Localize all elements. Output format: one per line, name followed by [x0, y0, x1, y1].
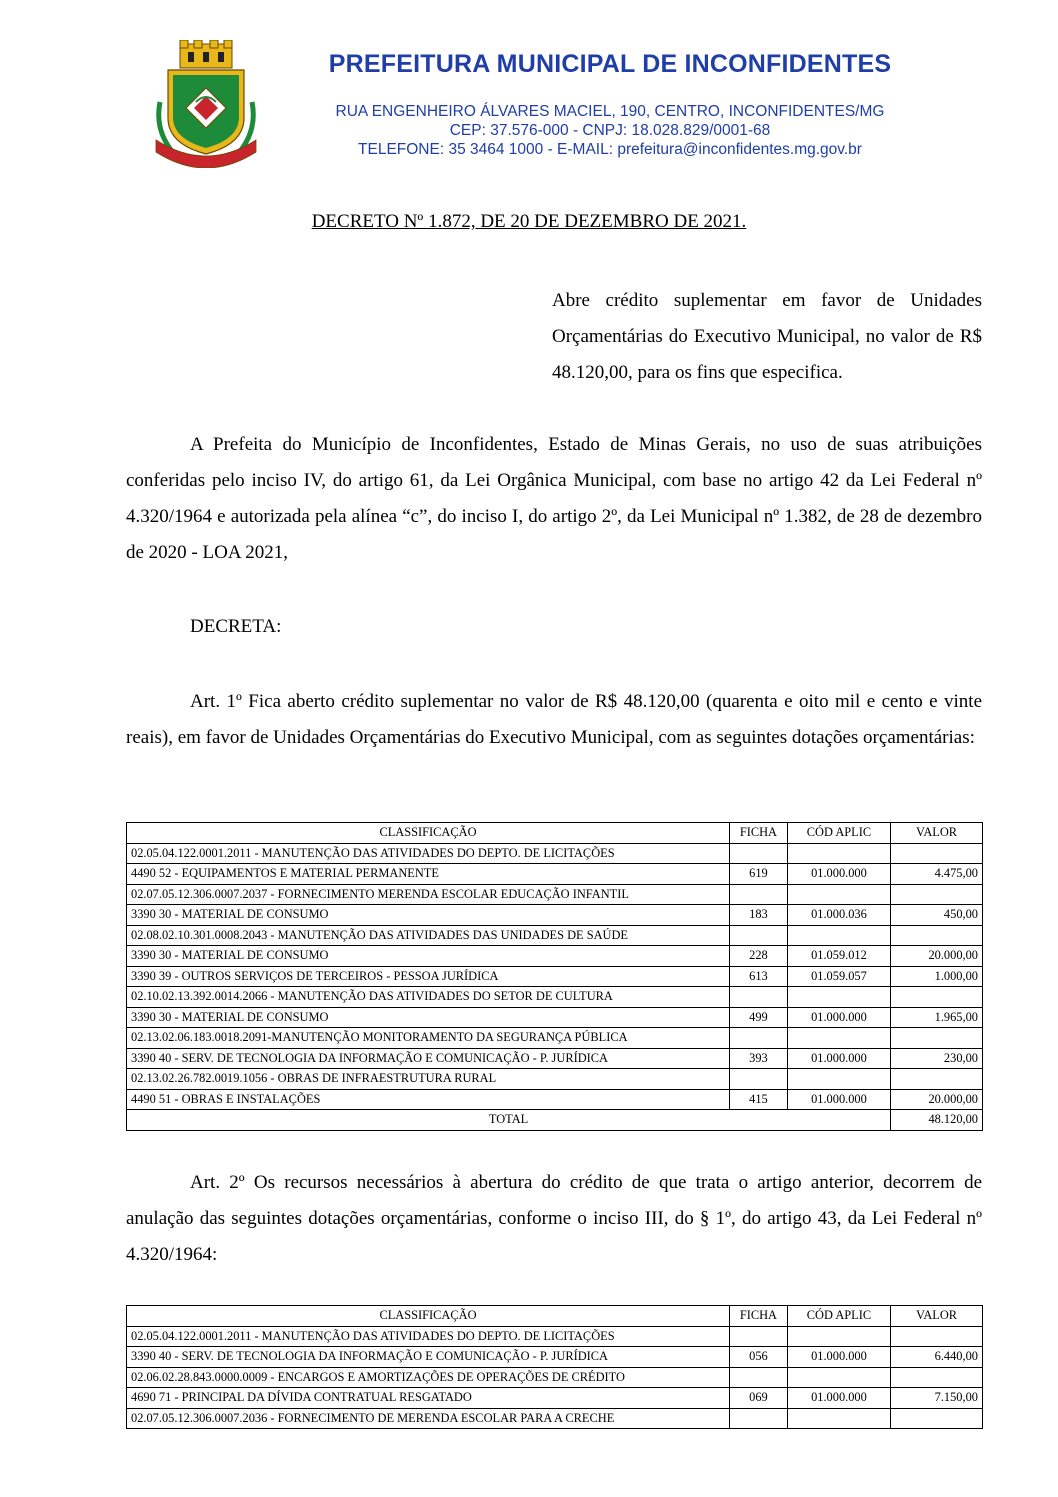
table-row — [127, 905, 983, 926]
municipal-coat-of-arms-logo — [150, 40, 262, 168]
cell-cod-aplic — [787, 1069, 890, 1090]
table-row — [127, 946, 983, 967]
cell-cod-aplic — [787, 1367, 890, 1388]
cell-cod-aplic — [787, 843, 890, 864]
cell-classificacao: 02.07.05.12.306.0007.2036 - FORNECIMENTO DE MERENDA ESCOLAR PARA A CRECHE — [127, 1408, 730, 1429]
cell-cod-aplic — [787, 1028, 890, 1049]
article-2-paragraph: Art. 2º Os recursos necessários à abertura do crédito de que trata o artigo anterior, decorrem de anulação das seguintes dotações orçamentárias, conforme o inciso III, do § 1º, do artigo 43, da Lei Federal nº 4.320/1964: — [126, 1172, 982, 1265]
decree-title: DECRETO Nº 1.872, DE 20 DE DEZEMBRO DE 2021. — [311, 211, 747, 232]
cell-ficha: 056 — [730, 1347, 788, 1368]
cell-cod-aplic — [787, 1408, 890, 1429]
column-header-ficha: FICHA — [730, 1306, 788, 1327]
column-header-classificacao: CLASSIFICAÇÃO — [127, 1306, 730, 1327]
letterhead — [0, 0, 1058, 180]
cell-valor — [891, 1408, 983, 1429]
decreta-heading: DECRETA: — [190, 616, 282, 637]
cell-ficha — [730, 1326, 788, 1347]
cell-classificacao: 02.13.02.26.782.0019.1056 - OBRAS DE INFRAESTRUTURA RURAL — [127, 1069, 730, 1090]
cell-cod-aplic: 01.059.012 — [787, 946, 890, 967]
cell-cod-aplic: 01.000.000 — [787, 1089, 890, 1110]
table-row — [127, 966, 983, 987]
cell-valor: 1.965,00 — [891, 1007, 983, 1028]
column-header-cod-aplic: CÓD APLIC — [787, 1306, 890, 1327]
cell-valor: 6.440,00 — [891, 1347, 983, 1368]
cell-cod-aplic — [787, 987, 890, 1008]
supplementary-credit-table — [126, 822, 983, 1131]
total-label: TOTAL — [127, 1110, 891, 1131]
cell-cod-aplic: 01.000.000 — [787, 1388, 890, 1409]
cell-ficha — [730, 987, 788, 1008]
organization-registration: CEP: 37.576-000 - CNPJ: 18.028.829/0001-68 — [449, 122, 771, 139]
cell-classificacao: 3390 30 - MATERIAL DE CONSUMO — [127, 905, 730, 926]
cell-classificacao: 02.08.02.10.301.0008.2043 - MANUTENÇÃO DAS ATIVIDADES DAS UNIDADES DE SAÚDE — [127, 925, 730, 946]
cell-classificacao: 3390 30 - MATERIAL DE CONSUMO — [127, 946, 730, 967]
cell-ficha: 415 — [730, 1089, 788, 1110]
table-row — [127, 925, 983, 946]
cell-classificacao: 3390 30 - MATERIAL DE CONSUMO — [127, 1007, 730, 1028]
cell-valor: 230,00 — [891, 1048, 983, 1069]
cell-valor — [891, 925, 983, 946]
column-header-ficha: FICHA — [730, 823, 788, 844]
cell-ficha: 069 — [730, 1388, 788, 1409]
cell-ficha — [730, 843, 788, 864]
table-row — [127, 1069, 983, 1090]
cell-ficha — [730, 1367, 788, 1388]
cell-classificacao: 02.10.02.13.392.0014.2066 - MANUTENÇÃO DAS ATIVIDADES DO SETOR DE CULTURA — [127, 987, 730, 1008]
organization-name: PREFEITURA MUNICIPAL DE INCONFIDENTES — [328, 50, 892, 78]
cell-valor — [891, 1326, 983, 1347]
cell-ficha — [730, 884, 788, 905]
table-row — [127, 987, 983, 1008]
cell-classificacao: 4490 52 - EQUIPAMENTOS E MATERIAL PERMANENTE — [127, 864, 730, 885]
column-header-cod-aplic: CÓD APLIC — [787, 823, 890, 844]
cell-cod-aplic: 01.000.000 — [787, 1347, 890, 1368]
cell-classificacao: 02.13.02.06.183.0018.2091-MANUTENÇÃO MONITORAMENTO DA SEGURANÇA PÚBLICA — [127, 1028, 730, 1049]
cell-ficha — [730, 1069, 788, 1090]
cell-valor: 7.150,00 — [891, 1388, 983, 1409]
cell-ficha: 619 — [730, 864, 788, 885]
table-row — [127, 1347, 983, 1368]
cell-ficha: 393 — [730, 1048, 788, 1069]
supplementary-credit-rows — [127, 843, 983, 1110]
cell-valor — [891, 884, 983, 905]
table-header-row — [127, 1306, 983, 1327]
cell-valor — [891, 1069, 983, 1090]
cell-ficha — [730, 1028, 788, 1049]
cell-valor: 450,00 — [891, 905, 983, 926]
total-value: 48.120,00 — [891, 1110, 983, 1131]
cell-valor — [891, 987, 983, 1008]
cell-valor: 20.000,00 — [891, 946, 983, 967]
table-row — [127, 843, 983, 864]
cell-cod-aplic: 01.000.036 — [787, 905, 890, 926]
cell-ficha: 499 — [730, 1007, 788, 1028]
cell-cod-aplic: 01.059.057 — [787, 966, 890, 987]
cell-valor: 1.000,00 — [891, 966, 983, 987]
cell-cod-aplic: 01.000.000 — [787, 864, 890, 885]
table-row — [127, 1089, 983, 1110]
cell-cod-aplic — [787, 1326, 890, 1347]
column-header-valor: VALOR — [891, 823, 983, 844]
table-row — [127, 1028, 983, 1049]
cell-classificacao: 02.07.05.12.306.0007.2037 - FORNECIMENTO MERENDA ESCOLAR EDUCAÇÃO INFANTIL — [127, 884, 730, 905]
cell-classificacao: 4690 71 - PRINCIPAL DA DÍVIDA CONTRATUAL RESGATADO — [127, 1388, 730, 1409]
cell-valor — [891, 1367, 983, 1388]
annulment-table — [126, 1305, 983, 1429]
preamble-paragraph: A Prefeita do Município de Inconfidentes, Estado de Minas Gerais, no uso de suas atribuições conferidas pelo inciso IV, do artigo 61, da Lei Orgânica Municipal, com base no artigo 42 da Lei Federal nº 4.320/1964 e autorizada pela alínea “c”, do inciso I, do artigo 2º, da Lei Municipal nº 1.382, de 28 de dezembro de 2020 - LOA 2021, — [126, 434, 982, 563]
article-1-paragraph: Art. 1º Fica aberto crédito suplementar no valor de R$ 48.120,00 (quarenta e oito mil e cento e vinte reais), em favor de Unidades Orçamentárias do Executivo Municipal, com as seguintes dotações orçamentárias: — [126, 691, 982, 748]
column-header-valor: VALOR — [891, 1306, 983, 1327]
table-row — [127, 864, 983, 885]
table-row — [127, 1007, 983, 1028]
table-row — [127, 884, 983, 905]
annulment-rows — [127, 1326, 983, 1429]
cell-ficha — [730, 1408, 788, 1429]
cell-valor: 4.475,00 — [891, 864, 983, 885]
cell-valor: 20.000,00 — [891, 1089, 983, 1110]
cell-classificacao: 02.05.04.122.0001.2011 - MANUTENÇÃO DAS ATIVIDADES DO DEPTO. DE LICITAÇÕES — [127, 843, 730, 864]
cell-cod-aplic: 01.000.000 — [787, 1048, 890, 1069]
table-header-row — [127, 823, 983, 844]
cell-ficha: 228 — [730, 946, 788, 967]
table-row — [127, 1388, 983, 1409]
cell-ficha — [730, 925, 788, 946]
organization-contact: TELEFONE: 35 3464 1000 - E-MAIL: prefeitura@inconfidentes.mg.gov.br — [358, 141, 862, 158]
cell-classificacao: 4490 51 - OBRAS E INSTALAÇÕES — [127, 1089, 730, 1110]
table-total-row — [127, 1110, 983, 1131]
cell-classificacao: 02.05.04.122.0001.2011 - MANUTENÇÃO DAS ATIVIDADES DO DEPTO. DE LICITAÇÕES — [127, 1326, 730, 1347]
cell-ficha: 613 — [730, 966, 788, 987]
cell-classificacao: 02.06.02.28.843.0000.0009 - ENCARGOS E AMORTIZAÇÕES DE OPERAÇÕES DE CRÉDITO — [127, 1367, 730, 1388]
cell-ficha: 183 — [730, 905, 788, 926]
cell-classificacao: 3390 39 - OUTROS SERVIÇOS DE TERCEIROS - PESSOA JURÍDICA — [127, 966, 730, 987]
cell-cod-aplic: 01.000.000 — [787, 1007, 890, 1028]
cell-classificacao: 3390 40 - SERV. DE TECNOLOGIA DA INFORMAÇÃO E COMUNICAÇÃO - P. JURÍDICA — [127, 1347, 730, 1368]
table-row — [127, 1326, 983, 1347]
cell-classificacao: 3390 40 - SERV. DE TECNOLOGIA DA INFORMAÇÃO E COMUNICAÇÃO - P. JURÍDICA — [127, 1048, 730, 1069]
cell-valor — [891, 843, 983, 864]
cell-valor — [891, 1028, 983, 1049]
cell-cod-aplic — [787, 884, 890, 905]
organization-address: RUA ENGENHEIRO ÁLVARES MACIEL, 190, CENTRO, INCONFIDENTES/MG — [335, 103, 885, 120]
table-row — [127, 1367, 983, 1388]
cell-cod-aplic — [787, 925, 890, 946]
table-row — [127, 1048, 983, 1069]
decree-summary: Abre crédito suplementar em favor de Unidades Orçamentárias do Executivo Municipal, no valor de R$ 48.120,00, para os fins que especifica. — [552, 290, 982, 383]
column-header-classificacao: CLASSIFICAÇÃO — [127, 823, 730, 844]
table-row — [127, 1408, 983, 1429]
